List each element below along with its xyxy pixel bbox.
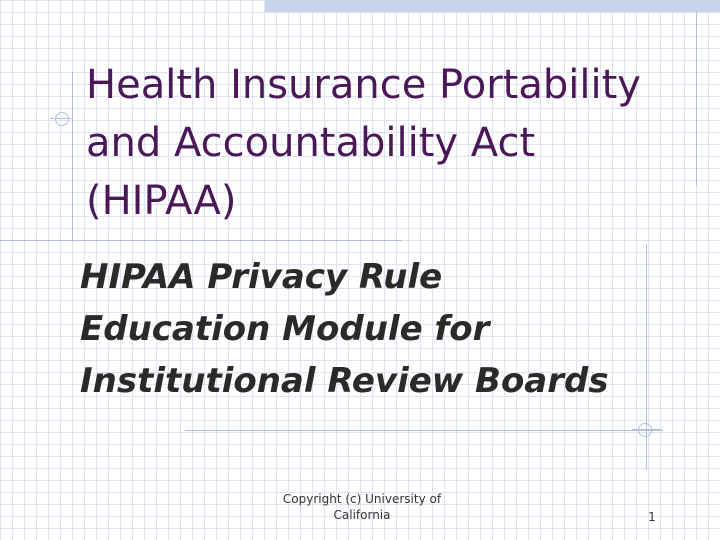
footer-copyright-line: California <box>333 508 391 522</box>
decorative-ring-icon <box>55 112 69 126</box>
page-number: 1 <box>648 510 656 524</box>
decorative-horizontal-line <box>185 430 663 431</box>
slide-title-line: and Accountability Act <box>86 120 536 166</box>
slide-title-line: (HIPAA) <box>86 178 237 224</box>
top-accent-bar <box>265 0 720 12</box>
slide-subtitle <box>80 251 640 407</box>
decorative-ring-icon <box>638 423 652 437</box>
slide-title <box>86 56 696 230</box>
slide-title-line: Health Insurance Portability <box>86 62 641 108</box>
decorative-vertical-line <box>696 12 697 186</box>
slide-subtitle-line: HIPAA Privacy Rule <box>80 257 443 297</box>
decorative-horizontal-line <box>0 240 402 241</box>
slide-subtitle-line: Education Module for <box>80 309 490 349</box>
footer-copyright <box>262 491 462 523</box>
slide-subtitle-line: Institutional Review Boards <box>80 361 609 401</box>
decorative-vertical-line <box>72 72 73 242</box>
footer-copyright-line: Copyright (c) University of <box>282 492 442 506</box>
